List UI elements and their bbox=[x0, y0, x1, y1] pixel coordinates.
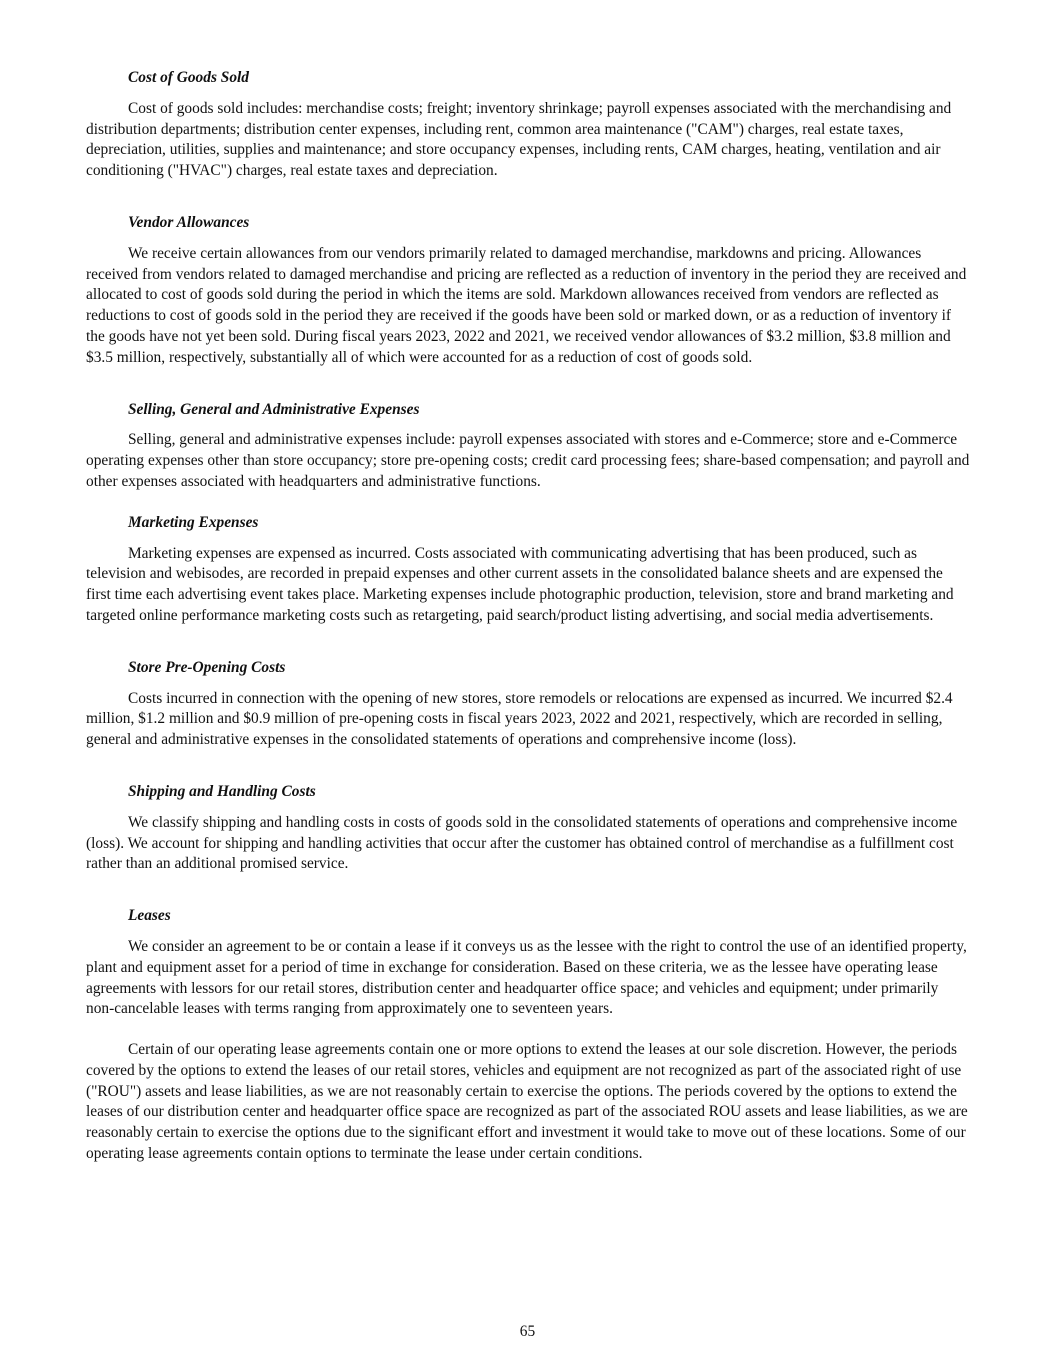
section-paragraph: Selling, general and administrative expenses include: payroll expenses associated with stores and e-Commerce; store and e-Commerce operating expenses other than store occupancy; store pre-opening costs; credit card processing fees; share-based compensation; and payroll and other expenses associated with headquarters and administrative functions. bbox=[86, 431, 970, 490]
section-heading: Cost of Goods Sold bbox=[128, 69, 250, 86]
section-paragraph: We receive certain allowances from our vendors primarily related to damaged merchandise, markdowns and pricing. Allowances received from vendors related to damaged merchandise and pricing are reflected as a reduction of inventory in the period they are received and allocated to cost of goods sold during the period in which the items are sold. Markdown allowances received from vendors are reflected as reductions to cost of goods sold in the period they are received if the goods have been sold or marked down, or as a reduction of inventory if the goods have not yet been sold. During fiscal years 2023, 2022 and 2021, we received vendor allowances of $3.2 million, $3.8 million and $3.5 million, respectively, substantially all of which were accounted for as a reduction of cost of goods sold. bbox=[86, 244, 967, 366]
section-cost-of-goods-sold bbox=[86, 68, 970, 182]
section-heading: Leases bbox=[128, 907, 171, 925]
section-heading: Marketing Expenses bbox=[128, 513, 259, 531]
section-heading: Shipping and Handling Costs bbox=[128, 782, 316, 800]
section-paragraph: Marketing expenses are expensed as incurred. Costs associated with communicating advertising that has been produced, such as television and webisodes, are recorded in prepaid expenses and other current assets in the consolidated balance sheets and are expensed the first time each advertising event takes place. Marketing expenses include photographic production, television, store and brand marketing and targeted online performance marketing costs such as retargeting, paid search/product listing advertising, and social media advertisements. bbox=[86, 544, 954, 624]
section-vendor-allowances bbox=[86, 213, 970, 369]
section-paragraph: Cost of goods sold includes: merchandise costs; freight; inventory shrinkage; payroll expenses associated with the merchandising and distribution departments; distribution center expenses, including rent, common area maintenance ("CAM") charges, real estate taxes, depreciation, utilities, supplies and maintenance; and store occupancy expenses, including rents, CAM charges, heating, ventilation and air conditioning ("HVAC") charges, real estate taxes and depreciation. bbox=[86, 99, 952, 180]
section-store-pre-opening-costs bbox=[86, 658, 970, 751]
section-paragraph: Certain of our operating lease agreements contain one or more options to extend the leases at our sole discretion. However, the periods covered by the options to extend the leases of our retail stores, vehicles and equipment are not recognized as part of the associated right of use ("ROU") assets and lease liabilities, as we are not reasonably certain to exercise the options. The periods covered by the options to extend the leases of our distribution center and headquarter office space are recognized as part of the associated ROU assets and lease liabilities, as we are reasonably certain to exercise the options due to the significant effort and investment it would take to move out of these locations. Some of our operating lease agreements contain options to terminate the lease under certain conditions. bbox=[86, 1041, 968, 1163]
section-leases bbox=[86, 906, 970, 1165]
section-heading: Vendor Allowances bbox=[128, 213, 250, 231]
section-heading: Selling, General and Administrative Expenses bbox=[128, 400, 420, 418]
section-sga-expenses bbox=[86, 400, 970, 493]
page-number: 65 bbox=[519, 1323, 536, 1340]
section-heading: Store Pre-Opening Costs bbox=[128, 658, 286, 676]
section-paragraph: Costs incurred in connection with the opening of new stores, store remodels or relocations are expensed as incurred. We incurred $2.4 million, $1.2 million and $0.9 million of pre-opening costs in fiscal years 2023, 2022 and 2021, respectively, which are recorded in selling, general and administrative expenses in the consolidated statements of operations and comprehensive income (loss). bbox=[86, 689, 953, 749]
section-marketing-expenses bbox=[86, 513, 970, 627]
section-paragraph: We classify shipping and handling costs in costs of goods sold in the consolidated statements of operations and comprehensive income (loss). We account for shipping and handling activities that occur after the customer has obtained control of merchandise as a fulfillment cost rather than an additional promised service. bbox=[86, 813, 958, 873]
section-paragraph: We consider an agreement to be or contain a lease if it conveys us as the lessee with the right to control the use of an identified property, plant and equipment asset for a period of time in exchange for consideration. Based on these criteria, we as the lessee have operating lease agreements with lessors for our retail stores, distribution center and headquarter office space; and vehicles and equipment; under primarily non-cancelable leases with terms ranging from approximately one to seventeen years. bbox=[86, 937, 967, 1018]
section-shipping-handling-costs bbox=[86, 782, 970, 875]
document-page bbox=[86, 68, 970, 1165]
